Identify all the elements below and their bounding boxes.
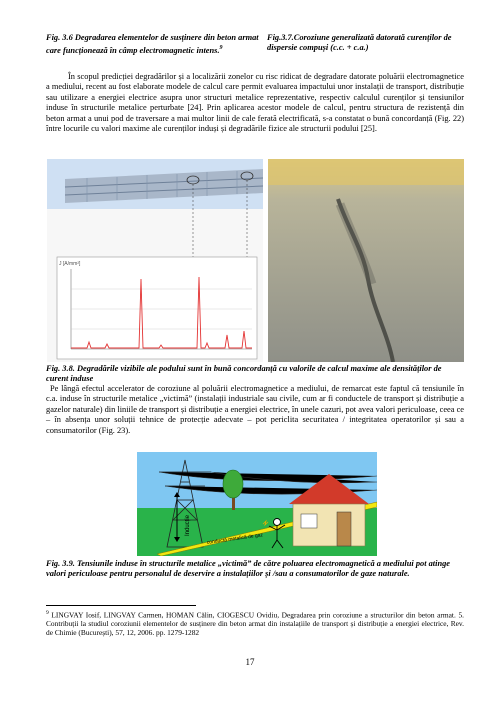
paragraph-1: În scopul predicției degradărilor și a localizării zonelor cu risc ridicat de degradare datorate poluării electromagnetice a mediului, recent au fost elaborate modele de calcul care permit evaluarea impactului unor instalații de transport, distribuție sau utilizare a energiei electrice asupra unor structuri metalice reprezentative, respectiv calculul curenților și tensiunilor induse în structurile metalice perturbate [24]. Prin aplicarea acestor modele de calcul, pentru structura de rezistență din beton armat a unui pod de traversare a mai multor linii de cale ferată electrificată, s-a constatat o bună concordanță (Fig. 22) între locurile cu valori maxime ale curenților induși și degradările fizice ale structurii podului [25]. — [46, 72, 464, 134]
pipe-label: conductă metalică de gaz — [206, 532, 264, 546]
page-number: 17 — [245, 657, 255, 667]
corrosion-photo — [268, 159, 464, 362]
paragraph-2: Pe lângă efectul accelerator de coroziune al poluării electromagnetice a mediului, de remarcat este faptul că tensiunile în c.a. induse în structurile metalice „victimă” (instalații industriale sau civile, cum ar fi conductele de transport și distribuție a gazelor naturale) din liniile de transport și distribuție a energiei electrice, în unele cazuri, pot avea valori periculoase, ceea ce – în absența unor soluții tehnice de protecție adecvate – pot periclita securitatea / integritatea operatorilor și sau a consumatorilor (Fig. 23). — [46, 384, 464, 435]
fig-3-7-caption: Fig.3.7.Coroziune generalizată datorată curenților de dispersie compuși (c.c. + c.a.) — [267, 33, 452, 52]
induction-label: Inducție — [185, 514, 191, 536]
fig-3-9-caption: Fig. 3.9. Tensiunile induse în structurile metalice „victimă” de către poluarea electromagnetică a mediului pot atinge valori periculoase pentru personalul de deservire a instalațiilor și /sau a consumatorilor de gaze naturale. — [46, 559, 451, 578]
fig-3-8-caption: Fig. 3.8. Degradările vizibile ale podului sunt în bună concordanță cu valorile de calcul maxime ale densităților de curent induse — [46, 364, 442, 383]
power-line-gas-pipe-scene — [137, 452, 377, 556]
bridge-model-diagram — [47, 159, 263, 362]
bridge-simulation-figure — [47, 159, 263, 362]
footnote-divider — [46, 605, 196, 606]
induced-voltage-illustration — [137, 452, 377, 556]
fig-3-6-caption: Fig. 3.6 Degradarea elementelor de susținere din beton armat care funcționează în câmp electromagnetic intens.$^9$ — [46, 33, 259, 55]
plot-axis-label: J [A/mm²] — [59, 261, 81, 267]
footnote: $^9$ LINGVAY Iosif, LINGVAY Carmen, HOMAN Călin, CIOGESCU Ovidiu, Degradarea prin coroziune a structurilor din beton armat. 5. Contribuții la studiul coroziunii elementelor de susținere din beton armat din instalațiile de transport și distribuție a energiei electrice, Rev. de Chimie (București), 57, 12, 2006. pp. 1279-1282 — [46, 610, 464, 638]
corroded-concrete-photo — [268, 159, 464, 362]
